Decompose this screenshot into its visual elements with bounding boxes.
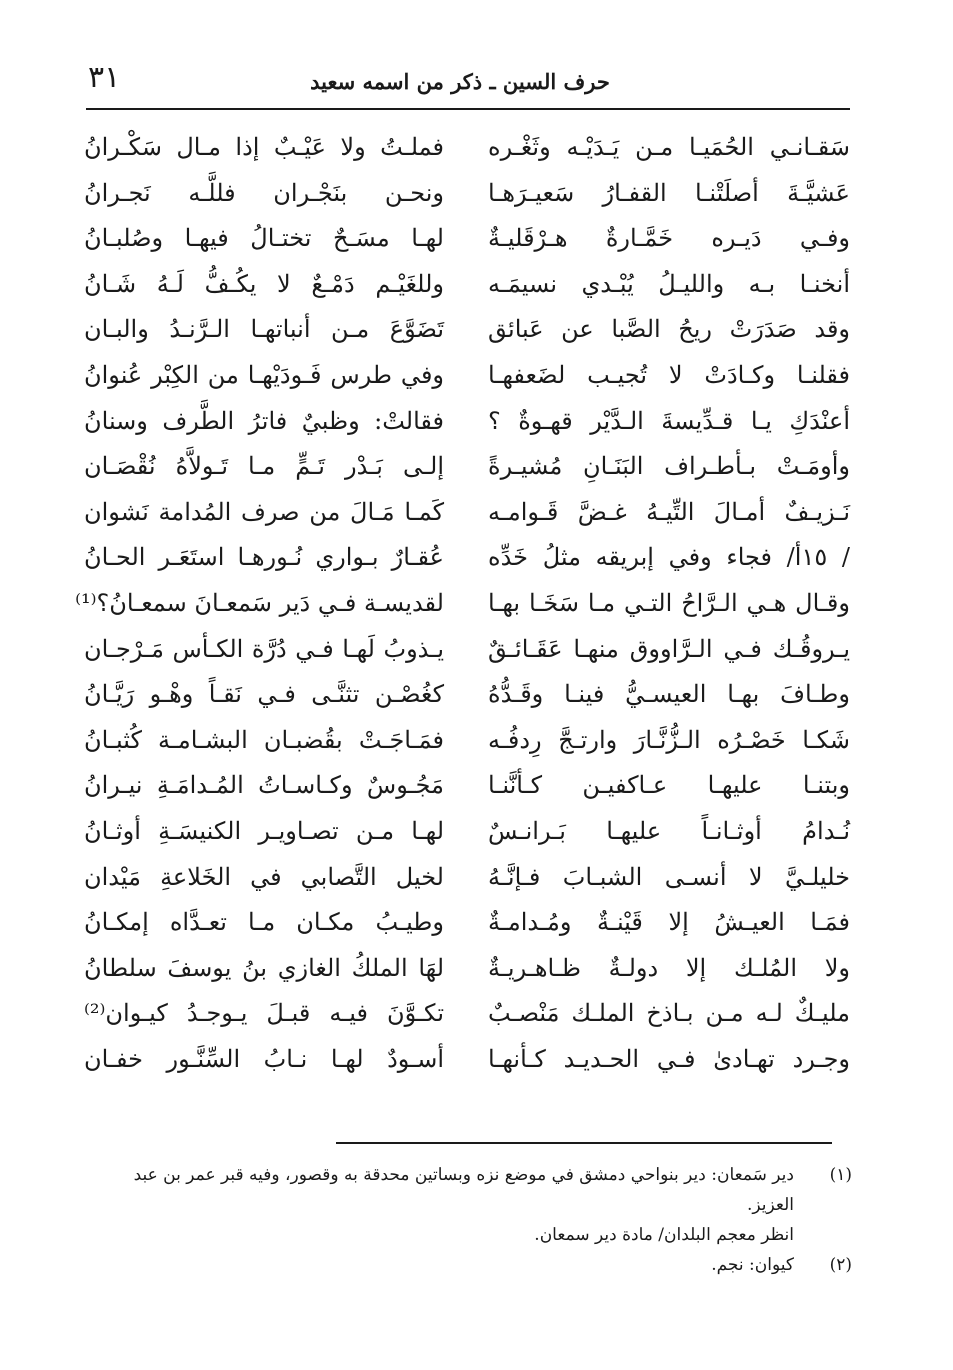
verse-line (70, 261, 850, 307)
second-hemistich: إلـى بَـدْر تَـمٍّ مـا تَـولاَّهُ نُقْصَـان (84, 452, 444, 481)
first-hemistich: شَكـا خَصْـرُه الـزُّنَّـارَ وارتـجَّ رِدفُـه (488, 725, 850, 754)
verse-line (70, 945, 850, 991)
verse-line (70, 717, 850, 763)
first-hemistich: فقلنـا وكـادَتْ لا تُجيـب لضَعفهـا (488, 361, 850, 389)
second-hemistich: لخيل التَّصابي في الخَلاعةِ مَيْدان (84, 862, 444, 891)
second-hemistich: يـذوبُ لَهـا فـي دُرَّة الكـأس مَـرْجـان (84, 634, 444, 663)
page-number: ٣١ (88, 60, 121, 95)
verse-line (70, 990, 850, 1036)
first-hemistich: / ١٥أ/ فجاء وفي إبريقه مثلُ خَدِّه (488, 543, 851, 572)
footnote-reference: انظر معجم البلدان/ مادة دير سمعان. (534, 1225, 794, 1245)
verse-line (70, 580, 850, 626)
verse-line (70, 306, 850, 352)
second-hemistich: كَمـا مَـالَ من صرف المُدامة نَشوان (84, 497, 444, 526)
verse-line (70, 854, 850, 900)
verse-line (70, 762, 850, 808)
header-rule (86, 108, 850, 110)
second-hemistich: لهـا مـن تصـاويـر الكنيسَـةِ أوثـانُ (84, 817, 444, 845)
first-hemistich: وبتنـا عليهـا عـاكفيـن كـأنَّنـا (488, 771, 850, 800)
first-hemistich: ولا المُلـك إلا دولـةٌ ظـاهـريـةٌ (488, 953, 850, 982)
verse-line (70, 808, 850, 854)
footnote-text: دير سَمعان: دير بنواحي دمشق في موضع نزه وبساتين محدقة به وقصور، وفيه قبر عمر بن عبد العزيز. (133, 1165, 794, 1215)
footnote-number: (٢) (829, 1255, 852, 1275)
verse-line (70, 124, 850, 170)
poem (70, 124, 850, 1084)
first-hemistich: وجـرد تهـادىٰ فـي الحـديـد كـأنهـا (488, 1045, 850, 1073)
second-hemistich: لهَا الملكُ الغازي بنُ يوسفَ سلطانُ (84, 953, 444, 982)
second-hemistich: فمَـاجَـتْ بقُضبـان البشـامـة كُثبـانُ (84, 725, 444, 754)
first-hemistich: وقد صَدَرَتْ ريحُ الصَّبا عن عَبائق (488, 315, 850, 344)
first-hemistich: وأومَـتْ بـأطـراف البَنَـانِ مُشيـرةً (488, 452, 850, 481)
second-hemistich: أسـودٌ لهـا نـابُ السِّنَّـور خفـان (84, 1045, 444, 1073)
footnote-rule (336, 1142, 832, 1144)
first-hemistich: مليـكٌ لـه مـن بـاذخ الملـك مَنْصـبٌ (488, 999, 850, 1028)
verse-line (70, 1036, 850, 1082)
second-hemistich: مَجُـوسٌ وكـاسـاتُ المُـدامَـةِ نيـرانُ (84, 771, 444, 800)
first-hemistich: أعنْدَكِ يـا قـدِّيسةَ الـدَّيْر قهـوةٌ ؟ (488, 406, 850, 435)
second-hemistich: تَضَوَّعَ مـن أنباتهـا الـرَّنـدُ والبـان (84, 315, 444, 344)
first-hemistich: نَـزيـفٌ أمـالَ التِّيـهُ غـضَّ قَـوامـه (488, 497, 850, 526)
footnote-text: كيوان: نجم. (711, 1255, 794, 1275)
first-hemistich: وقـال هـي الـرَّاحُ التـي مـا سَخَـا بهـا (488, 589, 850, 617)
second-hemistich: تكـوَّنَ فيـه قبـلَ يـوجـدُ كيـوان⁽²⁾ (84, 999, 444, 1028)
footnote-number: (١) (829, 1165, 852, 1185)
footnotes (90, 1160, 852, 1280)
footnote-2 (90, 1250, 852, 1280)
second-hemistich: وطيـبُ مكـان مـا تعـدَّاه إمكـانُ (84, 908, 444, 937)
verse-line (70, 671, 850, 717)
running-head: حرف السين ـ ذكر من اسمه سعيد (310, 69, 610, 94)
first-hemistich: يـروقُـك فـي الـرَّاووق منهـا عَقَـائـقٌ (488, 634, 850, 663)
verse-line (70, 352, 850, 398)
second-hemistich: ونحـن بنَجْـران فللَّـه نَجـرانُ (84, 178, 444, 207)
verse-line (70, 626, 850, 672)
second-hemistich: عُقـارٌ بـواري نُـورهـا استَعَـر الحـانُ (84, 543, 444, 572)
first-hemistich: فمَـا العيـشُ إلا قَيْنـةٌ ومُـدامـةٌ (488, 908, 850, 937)
verse-line (70, 215, 850, 261)
verse-line (70, 170, 850, 216)
second-hemistich: وللغَيْـم دَمْـعٌ لا يكُـفُّ لَـهُ شَـانُ (84, 269, 444, 298)
second-hemistich: فملـتُ ولا عَيْـبٌ إذا مـال سَكْـرانُ (84, 133, 444, 161)
second-hemistich: لقديسـة فـي دَير سَمعـانَ سمعـانُ؟⁽¹⁾ (75, 589, 444, 617)
first-hemistich: أنخنـا بـه والليـلُ يُبْـدي نسيمَـه (488, 269, 850, 298)
verse-line (70, 534, 850, 580)
second-hemistich: لهـا مسَـحٌ تختـالُ فيهـا وصُلبـانُ (84, 224, 444, 253)
first-hemistich: سَقـانـي الحُمَيـا مـن يَـدَيْـه وثَغْـره (488, 133, 850, 161)
first-hemistich: خليلـيَّ لا أنسـى الشبـابَ فـإنَّـهُ (488, 862, 850, 891)
verse-line (70, 899, 850, 945)
verse-line (70, 489, 850, 535)
first-hemistich: نُـدامُ أوثـانـاً عليهـا بَـرانـسٌ (488, 817, 850, 845)
first-hemistich: عَشيَّـةَ أصلَتْنـا القفـارُ سَعيـرَهـا (488, 178, 850, 207)
verse-line (70, 443, 850, 489)
second-hemistich: فقالتْ: وظبيٌ فاترُ الطَّرف وسنانُ (84, 406, 444, 435)
first-hemistich: وطـافَ بهـا العيسـيُّ فينـا وقَـدُّهُ (488, 680, 850, 709)
footnote-1 (90, 1160, 852, 1250)
first-hemistich: وفـي دَيـره خَمَّـارةٌ هـرْقَليـةٌ (488, 224, 850, 253)
second-hemistich: كغُصْـن تثنَّـى فـي نَقـاً وهْـو رَيَّـانُ (84, 680, 444, 709)
second-hemistich: وفي طرس فَـودَيْهـا من الكِبْر عُنوانُ (84, 361, 444, 389)
verse-line (70, 398, 850, 444)
